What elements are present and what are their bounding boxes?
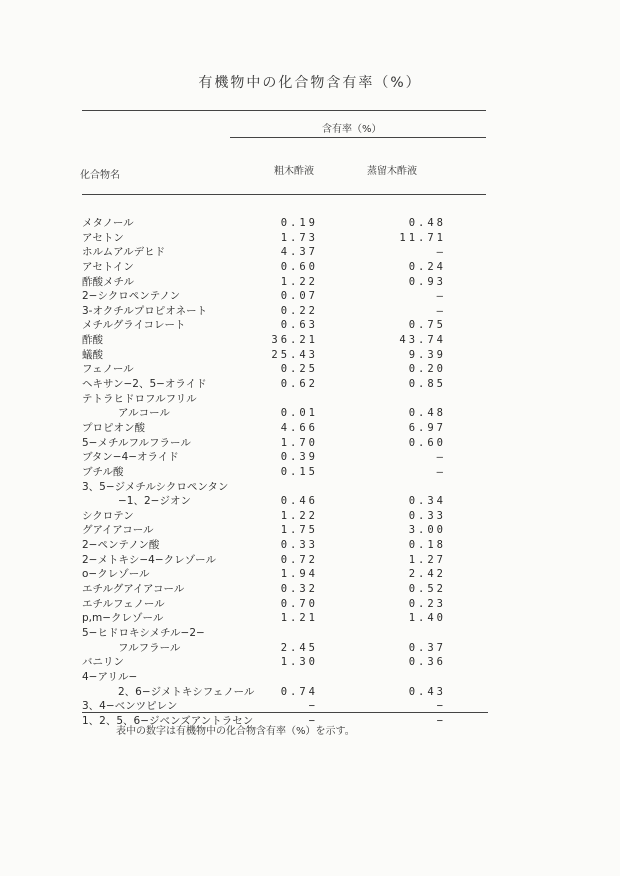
compound-name: アセトイン <box>82 260 134 273</box>
crude-value: 0.74 <box>280 685 318 698</box>
compound-name: −1、2−ジオン <box>118 495 191 508</box>
crude-value: 0.22 <box>280 304 318 317</box>
compound-name: エチルフェノール <box>82 597 165 610</box>
compound-name: 蟻酸 <box>82 348 103 361</box>
distilled-value: 0.20 <box>408 363 446 376</box>
distilled-value: 0.36 <box>408 656 446 669</box>
distilled-value: 9.39 <box>408 348 446 361</box>
distilled-value: 0.48 <box>408 407 446 420</box>
crude-value: 25.43 <box>271 348 318 361</box>
distilled-value: 3.00 <box>408 524 446 537</box>
distilled-value: — <box>436 465 446 478</box>
crude-value: − <box>308 700 318 713</box>
crude-value: 1.21 <box>280 612 318 625</box>
crude-value: 0.39 <box>280 451 318 464</box>
distilled-value: 1.27 <box>408 553 446 566</box>
table-row <box>0 567 620 582</box>
compound-name: メタノール <box>82 217 134 229</box>
distilled-value: − <box>436 700 446 713</box>
distilled-value: − <box>436 714 446 727</box>
table-row <box>0 216 620 231</box>
compound-name: 3、5−ジメチルシクロペンタン <box>82 480 229 493</box>
table-row <box>0 231 620 246</box>
table-row <box>0 465 620 480</box>
table-row <box>0 450 620 465</box>
compound-name: 2−ペンテノン酸 <box>82 539 160 552</box>
table-row <box>0 538 620 553</box>
table-top-rule <box>82 110 486 111</box>
crude-value: 0.46 <box>280 495 318 508</box>
crude-value: 0.19 <box>280 217 318 229</box>
distilled-value: 0.48 <box>408 217 446 229</box>
compound-name: 4−アリル− <box>82 670 138 683</box>
compound-name: p,m−クレゾール <box>82 612 164 625</box>
group-header: 含有率（%） <box>322 124 382 135</box>
compound-name: 2、6−ジメトキシフェノール <box>118 685 255 698</box>
distilled-value: 0.85 <box>408 378 446 391</box>
compound-name: ブチル酸 <box>82 465 124 478</box>
table-bottom-rule <box>82 712 488 713</box>
crude-value: 0.33 <box>280 539 318 552</box>
table-footnote: 表中の数字は有機物中の化合物含有率（%）を示す。 <box>116 726 355 737</box>
table-row <box>0 318 620 333</box>
distilled-value: — <box>436 290 446 303</box>
table-row <box>0 333 620 348</box>
distilled-value: 0.52 <box>408 583 446 596</box>
table-row <box>0 523 620 538</box>
column-header-distilled: 蒸留木酢液 <box>367 166 417 177</box>
compound-name: エチルグアイアコール <box>82 583 185 596</box>
compound-name: バニリン <box>82 656 124 669</box>
table-row <box>0 392 620 407</box>
crude-value: 0.01 <box>280 407 318 420</box>
table-row <box>0 348 620 363</box>
table-row <box>0 245 620 260</box>
table-row <box>0 436 620 451</box>
crude-value: 1.22 <box>280 275 318 288</box>
crude-value: 0.70 <box>280 597 318 610</box>
table-row <box>0 289 620 304</box>
distilled-value: — <box>436 451 446 464</box>
compound-name: 2−メトキシ−4−クレゾール <box>82 553 216 566</box>
distilled-value: 11.71 <box>399 231 446 244</box>
crude-value: 4.37 <box>280 246 318 259</box>
compound-name: 1、2、5、6−ジベンズアントラセン <box>82 714 254 727</box>
crude-value: 0.63 <box>280 319 318 332</box>
distilled-value: 43.74 <box>399 334 446 347</box>
crude-value: 1.75 <box>280 524 318 537</box>
compound-name: 酢酸メチル <box>82 275 134 288</box>
page-title: 有機物中の化合物含有率（%） <box>198 75 422 91</box>
header-bottom-rule <box>82 194 486 195</box>
crude-value: 0.62 <box>280 378 318 391</box>
crude-value: 0.72 <box>280 553 318 566</box>
compound-name: プロピオン酸 <box>82 421 145 434</box>
compound-name: アルコール <box>118 407 170 420</box>
crude-value: 0.32 <box>280 583 318 596</box>
group-header-rule <box>230 137 486 138</box>
compound-name: フェノール <box>82 363 134 376</box>
compound-name: 5−ヒドロキシメチル−2− <box>82 626 205 639</box>
table-row <box>0 275 620 290</box>
table-row <box>0 421 620 436</box>
distilled-value: — <box>436 304 446 317</box>
table-row <box>0 406 620 421</box>
distilled-value: 0.75 <box>408 319 446 332</box>
crude-value: 1.73 <box>280 231 318 244</box>
table-row <box>0 611 620 626</box>
compound-name: 3、4−ベンツピレン <box>82 700 178 713</box>
crude-value: − <box>308 714 318 727</box>
crude-value: 36.21 <box>271 334 318 347</box>
crude-value: 0.07 <box>280 290 318 303</box>
compound-name: フルフラール <box>118 641 181 654</box>
table-row <box>0 509 620 524</box>
table-row <box>0 362 620 377</box>
crude-value: 2.45 <box>280 641 318 654</box>
table-row <box>0 260 620 275</box>
crude-value: 1.94 <box>280 568 318 581</box>
column-header-compound: 化合物名 <box>80 170 120 181</box>
distilled-value: 0.18 <box>408 539 446 552</box>
distilled-value: 0.34 <box>408 495 446 508</box>
distilled-value: 0.43 <box>408 685 446 698</box>
table-row <box>0 553 620 568</box>
distilled-value: 0.23 <box>408 597 446 610</box>
compound-name: ホルムアルデヒド <box>82 246 166 259</box>
compound-name: グアイアコール <box>82 524 154 537</box>
table-row <box>0 377 620 392</box>
distilled-value: 0.37 <box>408 641 446 654</box>
crude-value: 0.25 <box>280 363 318 376</box>
distilled-value: 0.60 <box>408 436 446 449</box>
compound-name: ヘキサン−2、5−オライド <box>82 378 207 391</box>
crude-value: 0.15 <box>280 465 318 478</box>
distilled-value: 0.93 <box>408 275 446 288</box>
crude-value: 1.70 <box>280 436 318 449</box>
table-row <box>0 304 620 319</box>
compound-name: 2−シクロペンテノン <box>82 290 181 303</box>
distilled-value: 1.40 <box>408 612 446 625</box>
compound-name: シクロテン <box>82 509 134 522</box>
compound-name: 酢酸 <box>82 334 103 347</box>
table-row <box>0 480 620 495</box>
compound-name: ブタン−4−オライド <box>82 451 179 464</box>
table-row <box>0 582 620 597</box>
distilled-value: 2.42 <box>408 568 446 581</box>
distilled-value: 0.33 <box>408 509 446 522</box>
distilled-value: 6.97 <box>408 421 446 434</box>
table-row <box>0 655 620 670</box>
crude-value: 1.30 <box>280 656 318 669</box>
table-row <box>0 670 620 685</box>
compound-name: メチルグライコレート <box>82 319 186 332</box>
crude-value: 1.22 <box>280 509 318 522</box>
table-row <box>0 494 620 509</box>
column-header-crude: 粗木酢液 <box>274 166 314 177</box>
table-row <box>0 641 620 656</box>
crude-value: 0.60 <box>280 260 318 273</box>
compound-name: o−クレゾール <box>82 568 150 581</box>
compound-name: アセトン <box>82 231 124 244</box>
distilled-value: 0.24 <box>408 260 446 273</box>
table-row <box>0 626 620 641</box>
table-row <box>0 685 620 700</box>
compound-name: 3-オクチルプロピオネート <box>82 304 208 317</box>
crude-value: 4.66 <box>280 421 318 434</box>
compound-name: テトラヒドロフルフリル <box>82 392 197 405</box>
table-row <box>0 597 620 612</box>
distilled-value: — <box>436 246 446 259</box>
compound-name: 5−メチルフルフラール <box>82 436 191 449</box>
table-body <box>0 216 620 728</box>
